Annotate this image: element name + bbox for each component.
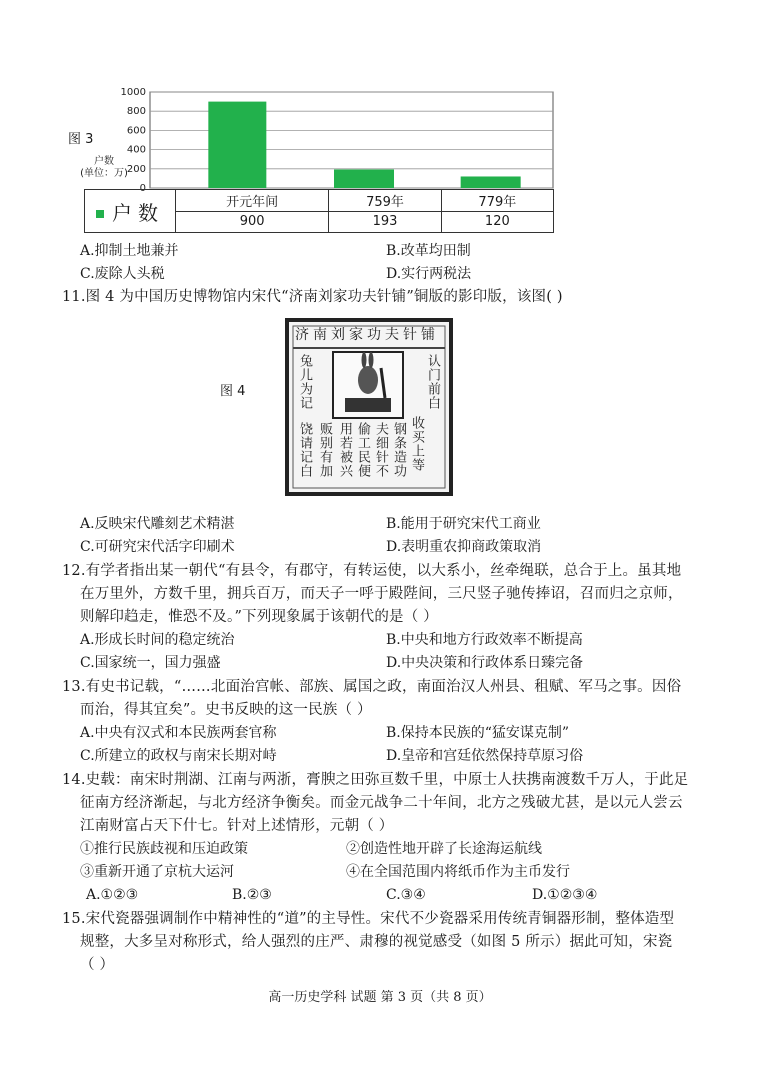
- y-tick-label: 1000: [120, 87, 146, 98]
- plate-text-mid-2: 夫细针不: [373, 422, 388, 478]
- bar-2: [334, 169, 394, 188]
- y-tick-label: 600: [126, 125, 146, 137]
- q12-option-b: B.中央和地方行政效率不断提高: [386, 632, 583, 648]
- q14-item-3: ③重新开通了京杭大运河: [80, 864, 234, 880]
- q10-option-c: C.废除人头税: [80, 266, 165, 282]
- q14-option-d: D.①②③④: [532, 887, 598, 903]
- y-axis-label: [74, 156, 134, 180]
- q12-stem-line-3: 则解印趋走，惟恐不及。”下列现象属于该朝代的是（ ）: [80, 609, 438, 625]
- q11-option-b: B.能用于研究宋代工商业: [386, 516, 541, 532]
- category-cell-2: 759年: [329, 190, 441, 212]
- q12-option-d: D.中央决策和行政体系日臻完备: [386, 655, 584, 671]
- page-footer: 高一历史学科 试题 第 3 页（共 8 页）: [268, 990, 492, 1005]
- q14-stem-line-2: 征南方经济渐起，与北方经济争衡矣。而金元战争二十年间，北方之残破尤甚，是以元人尝云: [80, 795, 683, 811]
- plate-text-mid-5: 贩别有加: [317, 422, 332, 478]
- q14-option-c: C.③④: [386, 887, 426, 903]
- q12-option-a: A.形成长时间的稳定统治: [80, 632, 235, 648]
- figure-4-label: 图 4: [220, 384, 246, 399]
- q12-stem-line-1: 12.有学者指出某一朝代“有县令，有郡守，有转运使，以大系小，丝牵绳联，总合于上。虽其地: [62, 563, 682, 579]
- plate-text-mid-3: 偷工民便: [355, 422, 370, 478]
- value-cell-3: 120: [441, 211, 553, 233]
- q13-stem-line-1: 13.有史书记载，“……北面治宫帐、部族、属国之政，南面治汉人州县、租赋、军马之事。因俗: [62, 679, 682, 695]
- q13-option-a: A.中央有汉式和本民族两套官称: [80, 725, 277, 741]
- plate-text-mid-4: 用若被兴: [337, 422, 352, 478]
- q13-option-b: B.保持本民族的“猛安谋克制”: [386, 725, 570, 741]
- plate-text-right-2: 收买上等: [409, 416, 424, 472]
- q11-stem: 11.图 4 为中国历史博物馆内宋代“济南刘家功夫针铺”铜版的影印版，该图( ): [62, 289, 563, 305]
- q14-option-a: A.①②③: [86, 887, 139, 903]
- q14-option-b: B.②③: [232, 887, 272, 903]
- q11-option-d: D.表明重农抑商政策取消: [386, 539, 542, 555]
- legend-label: 户数: [112, 200, 164, 225]
- q14-item-4: ④在全国范围内将纸币作为主币发行: [346, 864, 570, 880]
- y-tick-label: 400: [126, 144, 146, 156]
- bar-3: [461, 176, 521, 188]
- y-axis-label-line2: (单位：万): [80, 168, 128, 179]
- q14-stem-line-1: 14.史载：南宋时荆湖、江南与两浙，膏腴之田弥亘数千里，中原士人扶携南渡数千万人，于此足: [62, 772, 689, 788]
- q11-option-a: A.反映宋代雕刻艺术精湛: [80, 516, 235, 532]
- legend-cell: [85, 190, 176, 233]
- q14-item-2: ②创造性地开辟了长途海运航线: [346, 841, 542, 857]
- legend-swatch: [96, 210, 104, 218]
- y-tick-label: 800: [126, 106, 146, 118]
- y-tick-label: 200: [126, 163, 146, 175]
- plate-text-left-1: 兔儿为记: [297, 354, 312, 410]
- chart-data-table: [84, 189, 554, 233]
- q13-option-c: C.所建立的政权与南宋长期对峙: [80, 748, 277, 764]
- q13-stem-line-2: 而治，得其宜矣”。史书反映的这一民族（ ）: [80, 702, 372, 718]
- y-axis-label-line1: 户数: [94, 156, 114, 167]
- plate-title: 济南刘家功夫针铺: [295, 327, 439, 343]
- value-cell-2: 193: [329, 211, 441, 233]
- q15-stem-line-2: 规整，大多呈对称形式，给人强烈的庄严、肃穆的视觉感受（如图 5 所示）据此可知，宋瓷: [80, 934, 673, 950]
- bar-1: [208, 102, 266, 188]
- q14-item-1: ①推行民族歧视和压迫政策: [80, 841, 248, 857]
- q15-stem-line-1: 15.宋代瓷器强调制作中精神性的“道”的主导性。宋代不少瓷器采用传统青铜器形制，整体造型: [62, 911, 675, 927]
- q12-stem-line-2: 在万里外，方数千里，拥兵百万，而天子一呼于殿陛间，三尺竖子驰传捧诏，召而归之京师，: [80, 586, 683, 602]
- y-tick-label: 0: [139, 183, 146, 194]
- q12-option-c: C.国家统一，国力强盛: [80, 655, 221, 671]
- category-cell-3: 779年: [441, 190, 553, 212]
- category-cell-1: 开元年间: [176, 190, 329, 212]
- q14-stem-line-3: 江南财富占天下什七。针对上述情形，元朝（ ）: [80, 818, 394, 834]
- plate-text-mid-1: 钢条造功: [391, 422, 406, 478]
- plate-text-left-2: 饶请记白: [297, 422, 312, 478]
- q15-stem-line-3: （ ）: [80, 957, 115, 973]
- q11-option-c: C.可研究宋代活字印刷术: [80, 539, 235, 555]
- q10-option-a: A.抑制土地兼并: [80, 243, 179, 259]
- q13-option-d: D.皇帝和宫廷依然保持草原习俗: [386, 748, 584, 764]
- q10-option-b: B.改革均田制: [386, 243, 471, 259]
- figure-3-label: 图 3: [68, 132, 94, 147]
- figure-4-copper-plate: [285, 318, 453, 496]
- value-cell-1: 900: [176, 211, 329, 233]
- q10-option-d: D.实行两税法: [386, 266, 472, 282]
- plate-text-right-1: 认门前白: [425, 354, 440, 410]
